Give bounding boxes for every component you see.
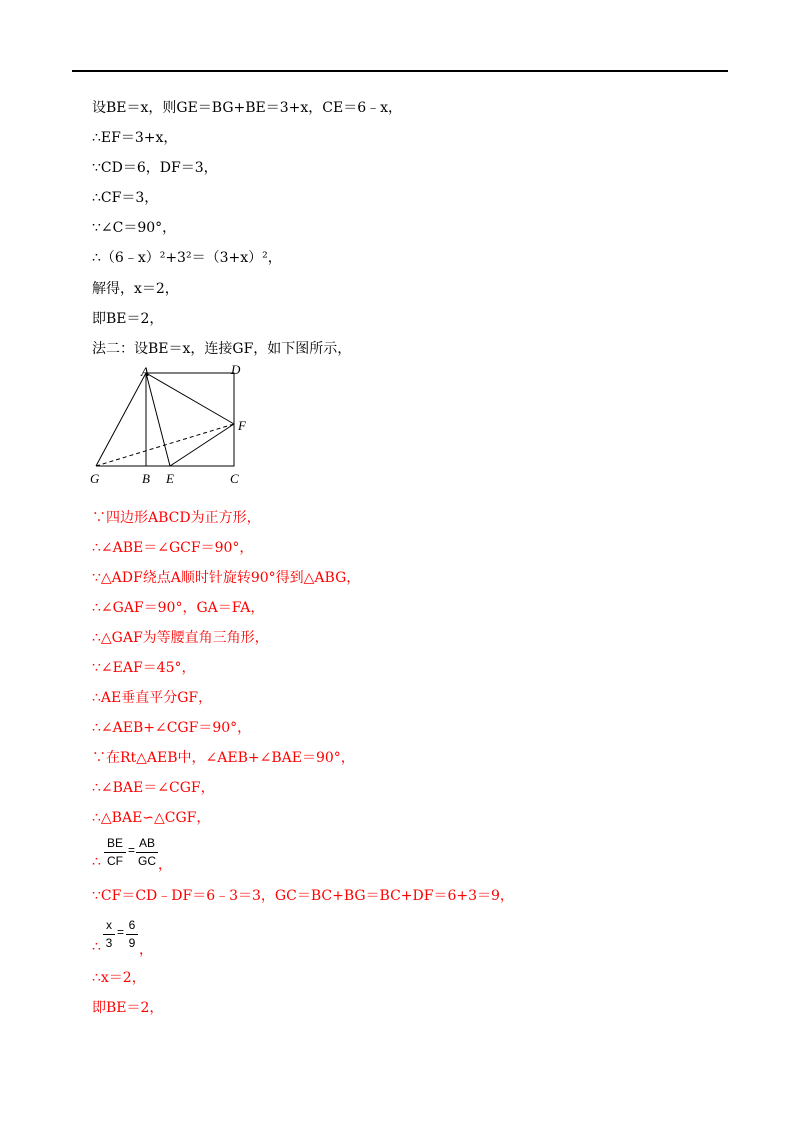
fraction-numerator: x xyxy=(106,918,112,932)
red-line-6: ∵∠EAF＝45°， xyxy=(92,660,196,676)
fraction2-therefore: ∴ xyxy=(92,939,101,955)
text-line-9: 法二：设BE＝x，连接GF，如下图所示， xyxy=(92,341,352,357)
segment-ef xyxy=(170,424,234,466)
fraction1-comma: ， xyxy=(158,857,172,873)
fraction1-equals: = xyxy=(128,843,136,857)
fraction-x-3 xyxy=(103,918,115,952)
red-line-11: ∴△BAE∽△CGF， xyxy=(92,810,211,826)
text-line-1: 设BE＝x，则GE＝BG+BE＝3+x，CE＝6﹣x， xyxy=(92,100,403,116)
red-line-final: 即BE＝2， xyxy=(92,1000,164,1016)
label-d: D xyxy=(231,362,241,377)
fraction-numerator: BE xyxy=(106,836,123,850)
fraction-6-9 xyxy=(126,918,138,952)
fraction-bar xyxy=(104,852,126,853)
red-line-x: ∴x＝2， xyxy=(92,970,146,986)
red-line-3: ∵△ADF绕点A顺时针旋转90°得到△ABG， xyxy=(92,570,361,586)
fraction-be-cf xyxy=(104,836,126,870)
fraction2-equals: = xyxy=(117,925,125,939)
label-a: A xyxy=(141,364,149,379)
label-c: C xyxy=(230,471,239,486)
square-abcd xyxy=(146,373,234,466)
fraction-denominator: 3 xyxy=(105,936,113,950)
text-line-3: ∵CD＝6，DF＝3， xyxy=(92,160,218,176)
segment-ag xyxy=(96,373,146,466)
fraction-bar xyxy=(136,852,158,853)
fraction1-therefore: ∴ xyxy=(92,854,101,870)
label-e: E xyxy=(166,471,174,486)
red-line-1: ∵四边形ABCD为正方形， xyxy=(92,510,261,526)
fraction-ab-gc xyxy=(136,836,158,870)
red-line-2: ∴∠ABE＝∠GCF＝90°， xyxy=(92,540,254,556)
fraction-bar xyxy=(126,934,138,935)
fraction2-comma: ， xyxy=(139,942,153,958)
fraction-denominator: 9 xyxy=(128,936,136,950)
fraction-numerator: AB xyxy=(138,836,155,850)
fraction-bar xyxy=(103,934,115,935)
text-line-5: ∵∠C＝90°， xyxy=(92,220,177,236)
text-line-4: ∴CF＝3， xyxy=(92,190,159,206)
text-line-7: 解得，x＝2， xyxy=(92,281,179,297)
header-rule xyxy=(72,70,728,72)
text-line-2: ∴EF＝3+x， xyxy=(92,130,178,146)
label-f: F xyxy=(238,418,246,433)
geometry-figure xyxy=(85,362,255,490)
label-g: G xyxy=(90,471,100,486)
text-line-6: ∴（6﹣x）²+3²＝（3+x）²， xyxy=(92,250,282,266)
red-line-9: ∵在Rt△AEB中，∠AEB+∠BAE＝90°， xyxy=(92,750,355,766)
red-line-4: ∴∠GAF＝90°，GA＝FA， xyxy=(92,600,265,616)
fraction-denominator: GC xyxy=(138,854,156,868)
red-line-7: ∴AE垂直平分GF， xyxy=(92,690,213,706)
text-line-8: 即BE＝2， xyxy=(92,311,164,327)
red-line-5: ∴△GAF为等腰直角三角形， xyxy=(92,630,269,646)
red-line-10: ∴∠BAE＝∠CGF， xyxy=(92,780,215,796)
red-line-8: ∴∠AEB+∠CGF＝90°， xyxy=(92,720,252,736)
fraction-numerator: 6 xyxy=(128,918,136,932)
segment-gf-dashed xyxy=(96,424,234,466)
fraction-denominator: CF xyxy=(107,854,123,868)
segment-ae xyxy=(146,373,170,466)
red-line-cf: ∵CF＝CD﹣DF＝6﹣3＝3，GC＝BC+BG＝BC+DF＝6+3＝9， xyxy=(92,888,514,904)
label-b: B xyxy=(142,471,150,486)
segment-af xyxy=(146,373,234,424)
